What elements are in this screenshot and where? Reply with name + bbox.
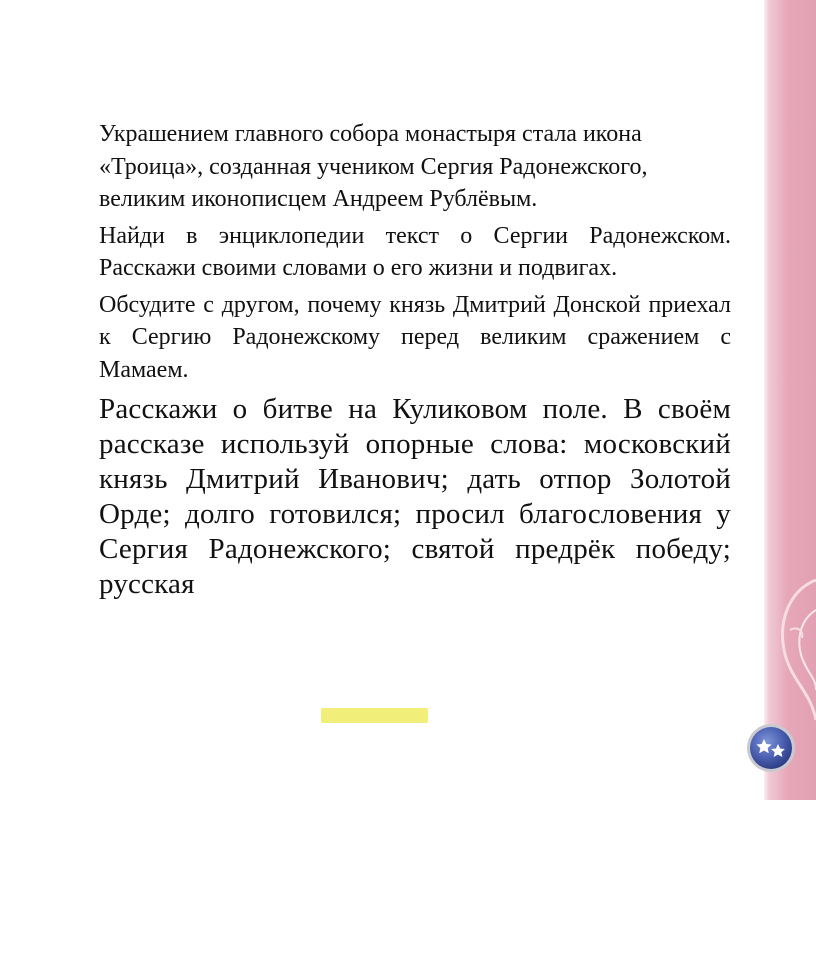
yellow-highlight-mark	[321, 708, 428, 723]
paragraph-encyclopedia-task: Найди в энциклопедии текст о Сергии Радонежском. Расскажи своими словами о его жизни и подвигах.	[99, 222, 731, 281]
paragraph-trinity-icon: Украшением главного собора монастыря стала икона «Троица», созданная учеником Сергия Радонежского, великим иконописцем Андреем Рублёвым.	[99, 121, 648, 212]
main-text	[99, 118, 731, 602]
paragraph-kulikovo-task: Расскажи о битве на Куликовом поле. В своём рассказе используй опорные слова: московский князь Дмитрий Иванович; дать отпор Золотой Орде; долго готовился; просил благословения у Сергия Радонежского; святой предрёк победу; русская	[99, 393, 731, 600]
paragraph-discuss-task: Обсудите с другом, почему князь Дмитрий Донской приехал к Сергию Радонежскому перед великим сражением с Мамаем.	[99, 291, 731, 383]
two-stars-icon[interactable]	[745, 722, 797, 774]
